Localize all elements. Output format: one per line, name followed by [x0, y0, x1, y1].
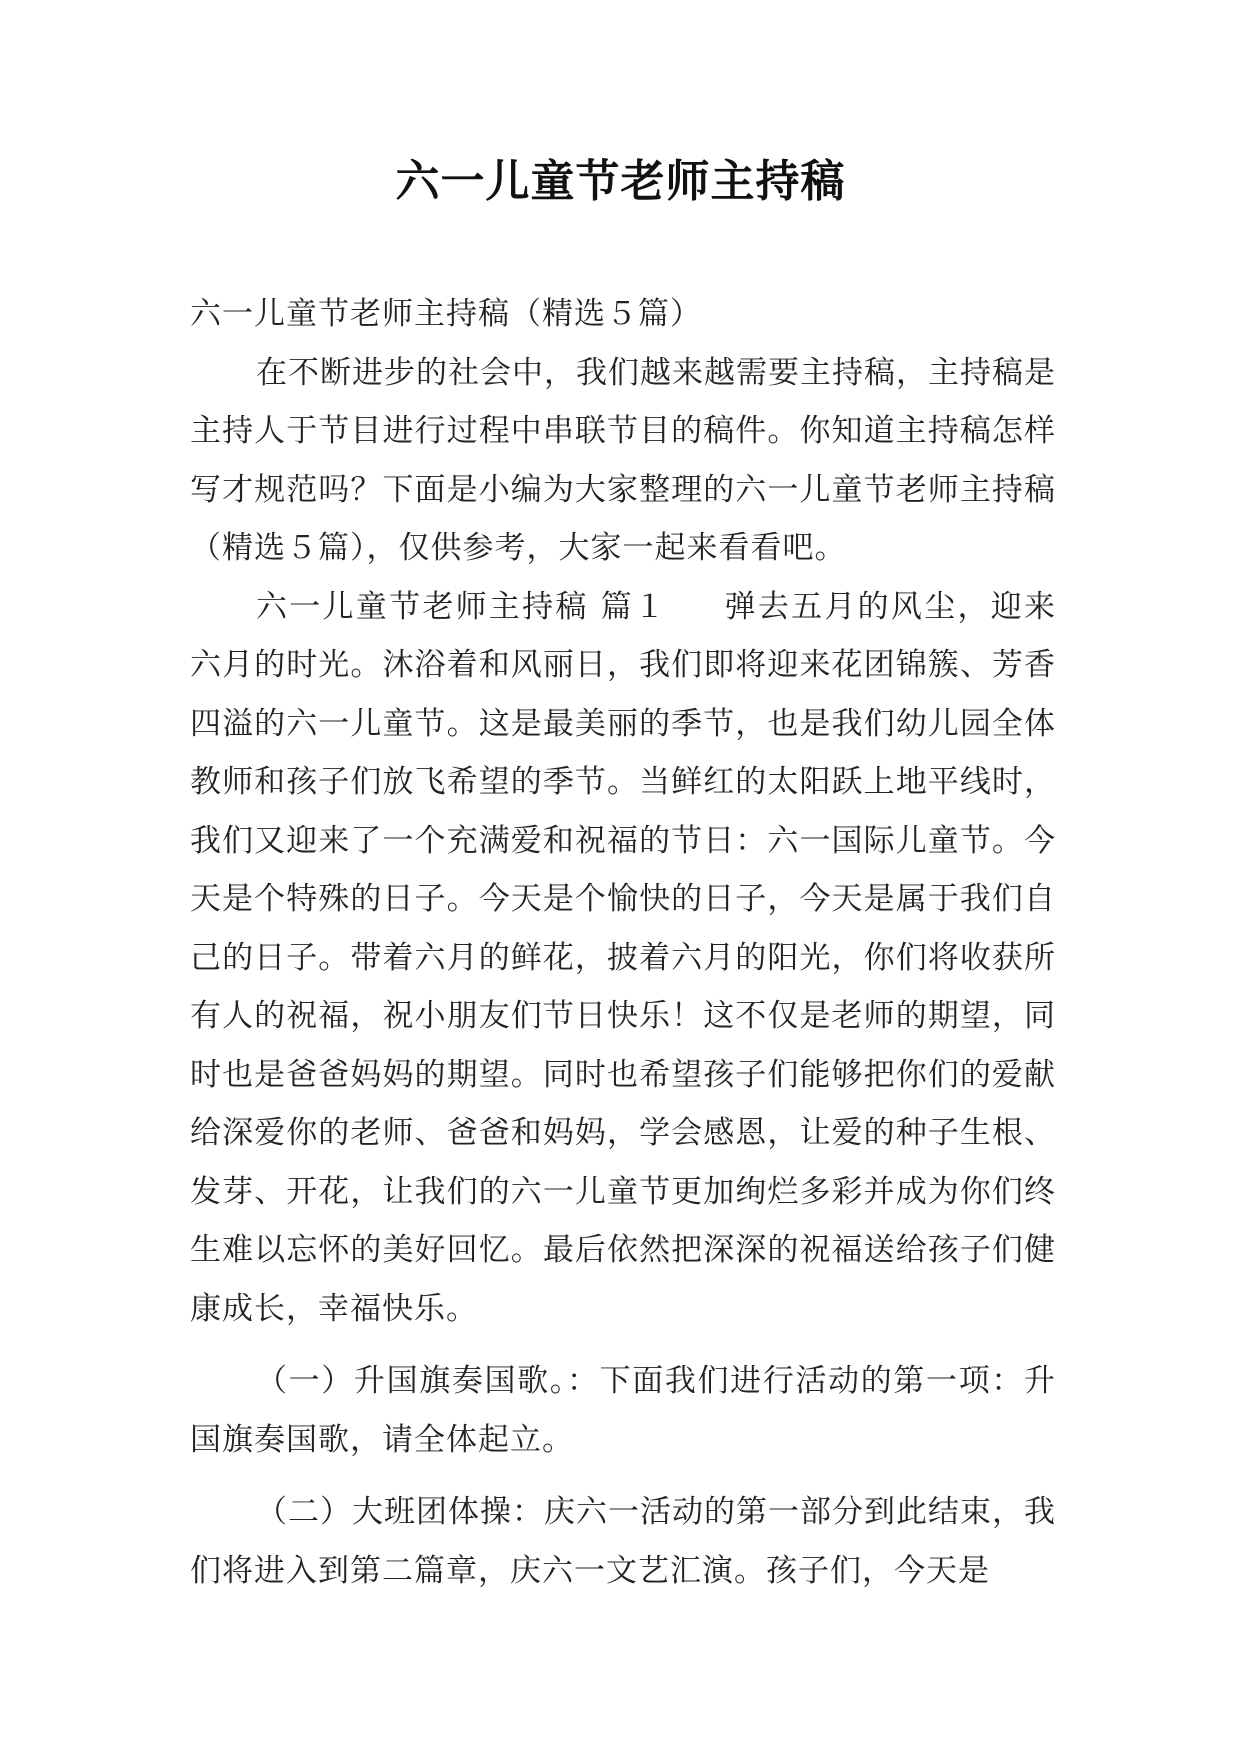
section1-heading: 六一儿童节老师主持稿 篇１ [256, 588, 668, 625]
document-title: 六一儿童节老师主持稿 [395, 156, 846, 207]
section1-body: 弹去五月的风尘，迎来六月的时光。沐浴着和风丽日，我们即将迎来花团锦簇、芳香四溢的六一儿童节。这是最美丽的季节，也是我们幼儿园全体教师和孩子们放飞希望的季节。当鲜红的太阳跃上地平线时，我们又迎来了一个充满爱和祝福的节日：六一国际儿童节。今天是个特殊的日子。今天是个愉快的日子，今天是属于我们自己的日子。带着六月的鲜花，披着六月的阳光，你们将收获所有人的祝福，祝小朋友们节日快乐！这不仅是老师的期望，同时也是爸爸妈妈的期望。同时也希望孩子们能够把你们的爱献给深爱你的老师、爸爸和妈妈，学会感恩，让爱的种子生根、发芽、开花，让我们的六一儿童节更加绚烂多彩并成为你们终生难以忘怀的美好回忆。最后依然把深深的祝福送给孩子们健康成长，幸福快乐。 [190, 588, 1056, 1327]
document-subtitle: 六一儿童节老师主持稿（精选５篇） [190, 296, 702, 332]
intro-paragraph: 在不断进步的社会中，我们越来越需要主持稿，主持稿是主持人于节目进行过程中串联节目的稿件。你知道主持稿怎样写才规范吗？下面是小编为大家整理的六一儿童节老师主持稿（精选５篇），仅供参考，大家一起来看看吧。 [190, 354, 1056, 566]
item1-paragraph: （一）升国旗奏国歌。：下面我们进行活动的第一项：升国旗奏国歌，请全体起立。 [190, 1363, 1056, 1458]
item2-paragraph: （二）大班团体操：庆六一活动的第一部分到此结束，我们将进入到第二篇章，庆六一文艺汇演。孩子们，今天是 [190, 1494, 1056, 1589]
document-body [190, 285, 1056, 1600]
section1-paragraph [190, 578, 1056, 1339]
